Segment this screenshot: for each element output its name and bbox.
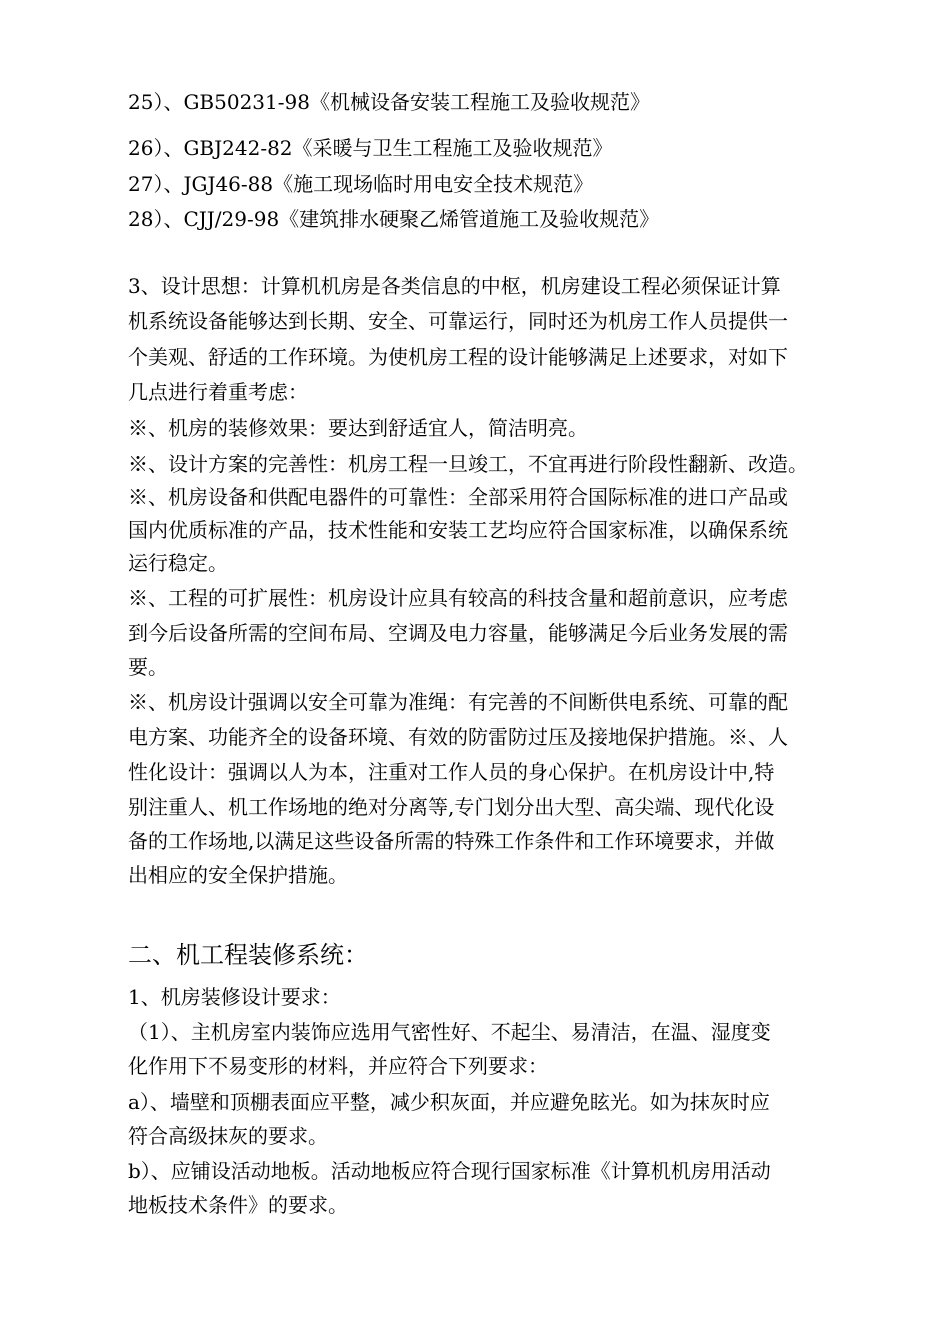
standard-item-26: 26）、GBJ242-82《采暖与卫生工程施工及验收规范》 — [128, 136, 613, 160]
standard-item-28: 28）、CJJ/29-98《建筑排水硬聚乙烯管道施工及验收规范》 — [128, 207, 660, 231]
design-line: 几点进行着重考虑： — [128, 380, 308, 404]
design-line: ※、工程的可扩展性：机房设计应具有较高的科技含量和超前意识，应考虑 — [128, 586, 788, 610]
design-line: ※、设计方案的完善性：机房工程一旦竣工，不宜再进行阶段性翻新、改造。 — [128, 452, 808, 476]
requirement-line: 符合高级抹灰的要求。 — [128, 1124, 328, 1148]
design-line: 要。 — [128, 655, 168, 679]
design-line: ※、机房的装修效果：要达到舒适宜人，简洁明亮。 — [128, 416, 588, 440]
design-line: 3、设计思想：计算机机房是各类信息的中枢，机房建设工程必须保证计算 — [128, 274, 781, 298]
design-line: 机系统设备能够达到长期、安全、可靠运行，同时还为机房工作人员提供一 — [128, 309, 788, 333]
requirement-line: 1、机房装修设计要求： — [128, 985, 341, 1009]
requirement-line: 化作用下不易变形的材料，并应符合下列要求： — [128, 1054, 548, 1078]
design-line: 备的工作场地,以满足这些设备所需的特殊工作条件和工作环境要求，并做 — [128, 829, 775, 853]
requirement-line: a）、墙壁和顶棚表面应平整，减少积灰面，并应避免眩光。如为抹灰时应 — [128, 1090, 770, 1114]
requirement-line: 地板技术条件》的要求。 — [128, 1193, 348, 1217]
design-line: 出相应的安全保护措施。 — [128, 863, 348, 887]
design-line: 运行稳定。 — [128, 551, 228, 575]
design-line: 国内优质标准的产品，技术性能和安装工艺均应符合国家标准，以确保系统 — [128, 518, 788, 542]
requirement-line: b）、应铺设活动地板。活动地板应符合现行国家标准《计算机机房用活动 — [128, 1159, 771, 1183]
standard-item-25: 25）、GB50231-98《机械设备安装工程施工及验收规范》 — [128, 90, 650, 114]
design-line: ※、机房设备和供配电器件的可靠性：全部采用符合国际标准的进口产品或 — [128, 485, 788, 509]
requirement-line: （1）、主机房室内装饰应选用气密性好、不起尘、易清洁，在温、湿度变 — [128, 1020, 771, 1044]
design-line: 到今后设备所需的空间布局、空调及电力容量，能够满足今后业务发展的需 — [128, 621, 788, 645]
design-line: 电方案、功能齐全的设备环境、有效的防雷防过压及接地保护措施。※、人 — [128, 725, 788, 749]
section-heading: 二、机工程装修系统： — [128, 941, 368, 969]
design-line: 别注重人、机工作场地的绝对分离等,专门划分出大型、高尖端、现代化设 — [128, 795, 775, 819]
standard-item-27: 27）、JGJ46-88《施工现场临时用电安全技术规范》 — [128, 172, 594, 196]
design-line: ※、机房设计强调以安全可靠为准绳：有完善的不间断供电系统、可靠的配 — [128, 690, 788, 714]
design-line: 个美观、舒适的工作环境。为使机房工程的设计能够满足上述要求，对如下 — [128, 345, 788, 369]
design-line: 性化设计：强调以人为本，注重对工作人员的身心保护。在机房设计中,特 — [128, 760, 775, 784]
